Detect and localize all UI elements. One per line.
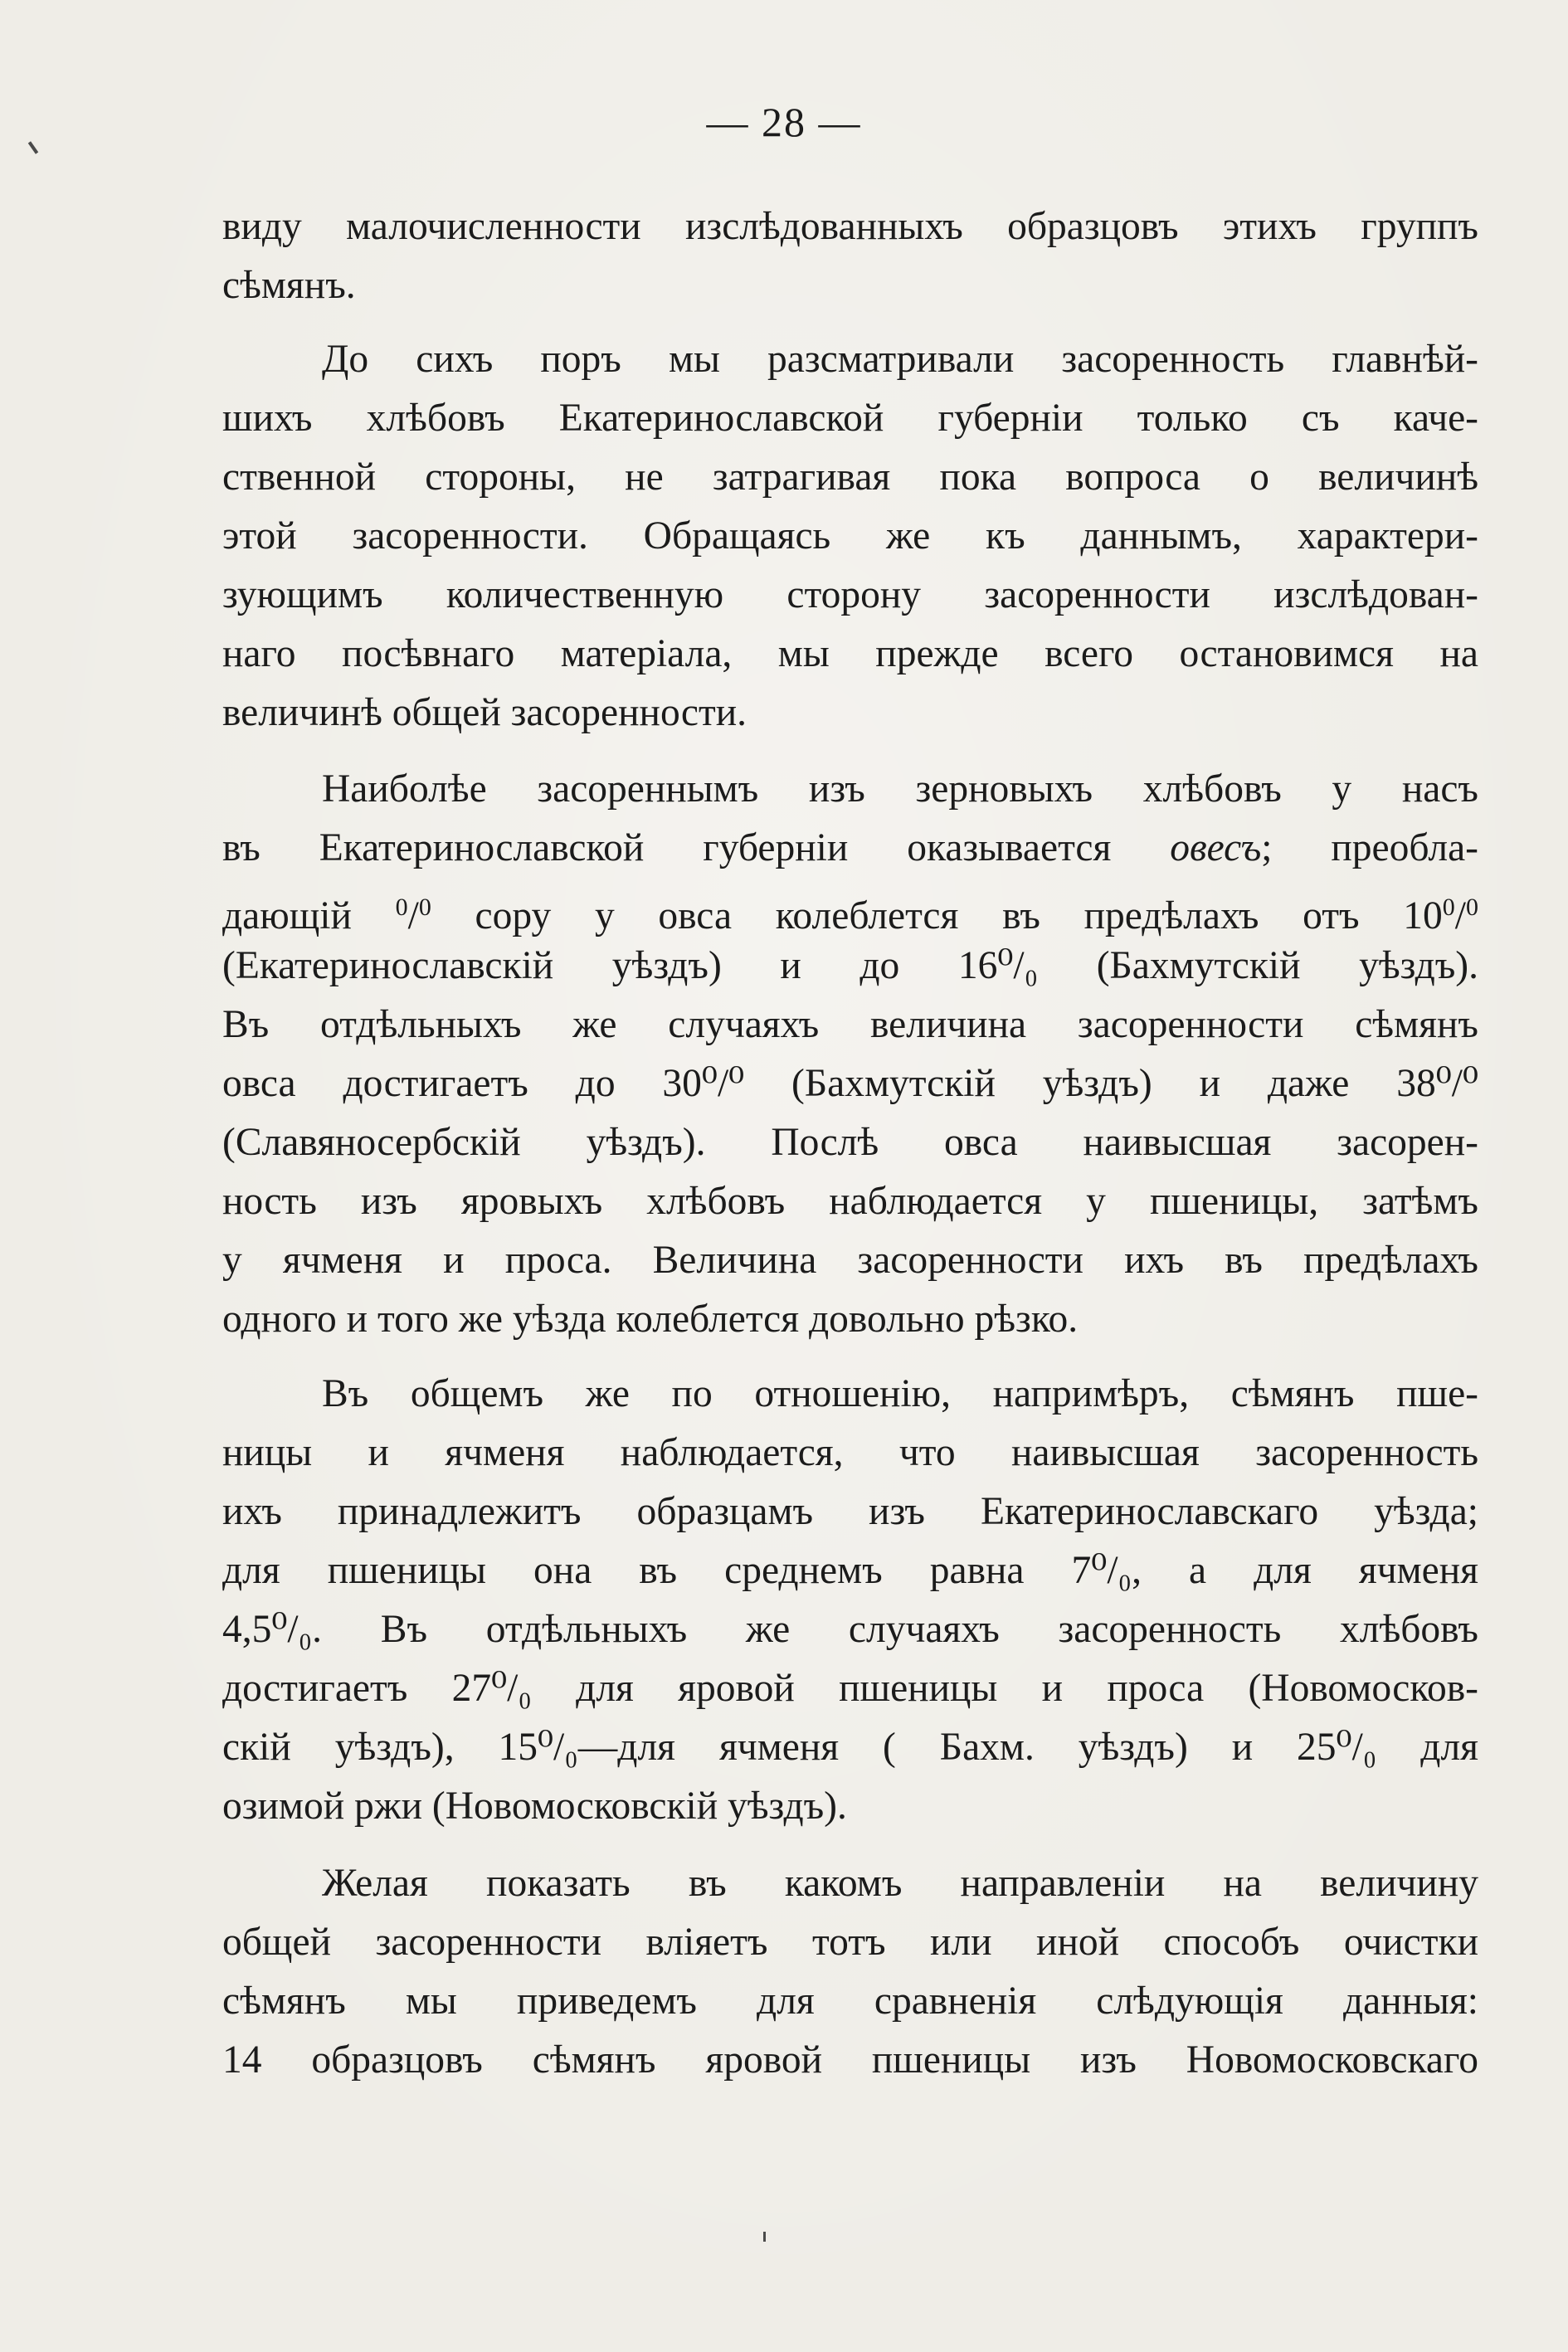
text-line: величинѣ общей засоренности. (222, 691, 747, 734)
text-line: (Екатеринославскій уѣздъ) и до 16⁰/₀ (Бахмутскій уѣздъ). (222, 944, 1478, 987)
text-line: До сихъ поръ мы разсматривали засоренность главнѣй- (322, 338, 1478, 381)
text-line: одного и того же уѣзда колеблется довольно рѣзко. (222, 1298, 1079, 1341)
text-line: наго посѣвнаго матеріала, мы прежде всего остановимся на (222, 632, 1478, 675)
paragraph-3 (222, 760, 1478, 1349)
text-line: Въ отдѣльныхъ же случаяхъ величина засоренности сѣмянъ (222, 1003, 1478, 1046)
text-line: сѣмянъ мы приведемъ для сравненія слѣдующія данныя: (222, 1979, 1478, 2023)
text-line: сѣмянъ. (222, 264, 356, 307)
ink-speck (763, 2232, 766, 2242)
percent-sup: 0 (395, 894, 408, 921)
text-line: достигаетъ 27⁰/₀ для яровой пшеницы и проса (Новомосков- (222, 1667, 1478, 1710)
text-line (222, 819, 1478, 878)
percent-sup: 0 (1466, 894, 1478, 921)
text-line: Желая показать въ какомъ направленіи на величину (322, 1862, 1478, 1905)
text-run: въ Екатеринославской губерніи оказывается (222, 826, 1171, 869)
text-line: овса достигаетъ до 30⁰/⁰ (Бахмутскій уѣздъ) и даже 38⁰/⁰ (222, 1062, 1478, 1105)
text-line: Въ общемъ же по отношенію, напримѣръ, сѣмянъ пше- (322, 1372, 1478, 1415)
text-line: ницы и ячменя наблюдается, что наивысшая засоренность (222, 1431, 1478, 1474)
text-line: зующимъ количественную сторону засоренности изслѣдован- (222, 573, 1478, 616)
text-line: Наиболѣе засореннымъ изъ зерновыхъ хлѣбовъ у насъ (322, 767, 1478, 811)
page-number: — 28 — (706, 99, 862, 145)
percent-sup: 0 (1442, 894, 1455, 921)
text-run: дающій (222, 894, 396, 937)
text-line: (Славяносербскій уѣздъ). Послѣ овса наивысшая засорен- (222, 1121, 1478, 1164)
emphasized-word: овесъ (1170, 826, 1262, 869)
paragraph-5 (222, 1854, 1478, 2090)
paragraph-1 (222, 197, 1478, 315)
text-line: виду малочисленности изслѣдованныхъ образцовъ этихъ группъ (222, 205, 1478, 248)
text-run: ; преобла- (1261, 826, 1478, 869)
percent-sup: 0 (418, 894, 431, 921)
text-line: 4,5⁰/₀. Въ отдѣльныхъ же случаяхъ засоренность хлѣбовъ (222, 1608, 1478, 1651)
text-line: этой засоренности. Обращаясь же къ даннымъ, характери- (222, 514, 1478, 558)
paragraph-4 (222, 1365, 1478, 1836)
text-line: ственной стороны, не затрагивая пока вопроса о величинѣ (222, 455, 1478, 499)
text-line: шихъ хлѣбовъ Екатеринославской губерніи только съ каче- (222, 397, 1478, 440)
text-line: 14 образцовъ сѣмянъ яровой пшеницы изъ Новомосковскаго (222, 2038, 1478, 2082)
text-line: у ячменя и проса. Величина засоренности ихъ въ предѣлахъ (222, 1239, 1478, 1282)
text-run: сору у овса колеблется въ предѣлахъ отъ 10 (431, 894, 1443, 937)
text-line: ность изъ яровыхъ хлѣбовъ наблюдается у пшеницы, затѣмъ (222, 1180, 1478, 1223)
percent-slash: / (407, 894, 419, 937)
text-line: дающій $^0$/$^0$ сору у овса колеблется въ предѣлахъ отъ $10^0/^0$ (222, 894, 1478, 937)
text-line: озимой ржи (Новомосковскій уѣздъ). (222, 1785, 847, 1828)
text-line: для пшеницы она въ среднемъ равна 7⁰/₀, а для ячменя (222, 1549, 1478, 1592)
text-line: скій уѣздъ), 15⁰/₀—для ячменя ( Бахм. уѣздъ) и 25⁰/₀ для (222, 1726, 1478, 1769)
text-line: ихъ принадлежитъ образцамъ изъ Екатеринославскаго уѣзда; (222, 1490, 1478, 1533)
paragraph-2 (222, 330, 1478, 743)
text-line: общей засоренности вліяетъ тотъ или иной способъ очистки (222, 1921, 1478, 1964)
